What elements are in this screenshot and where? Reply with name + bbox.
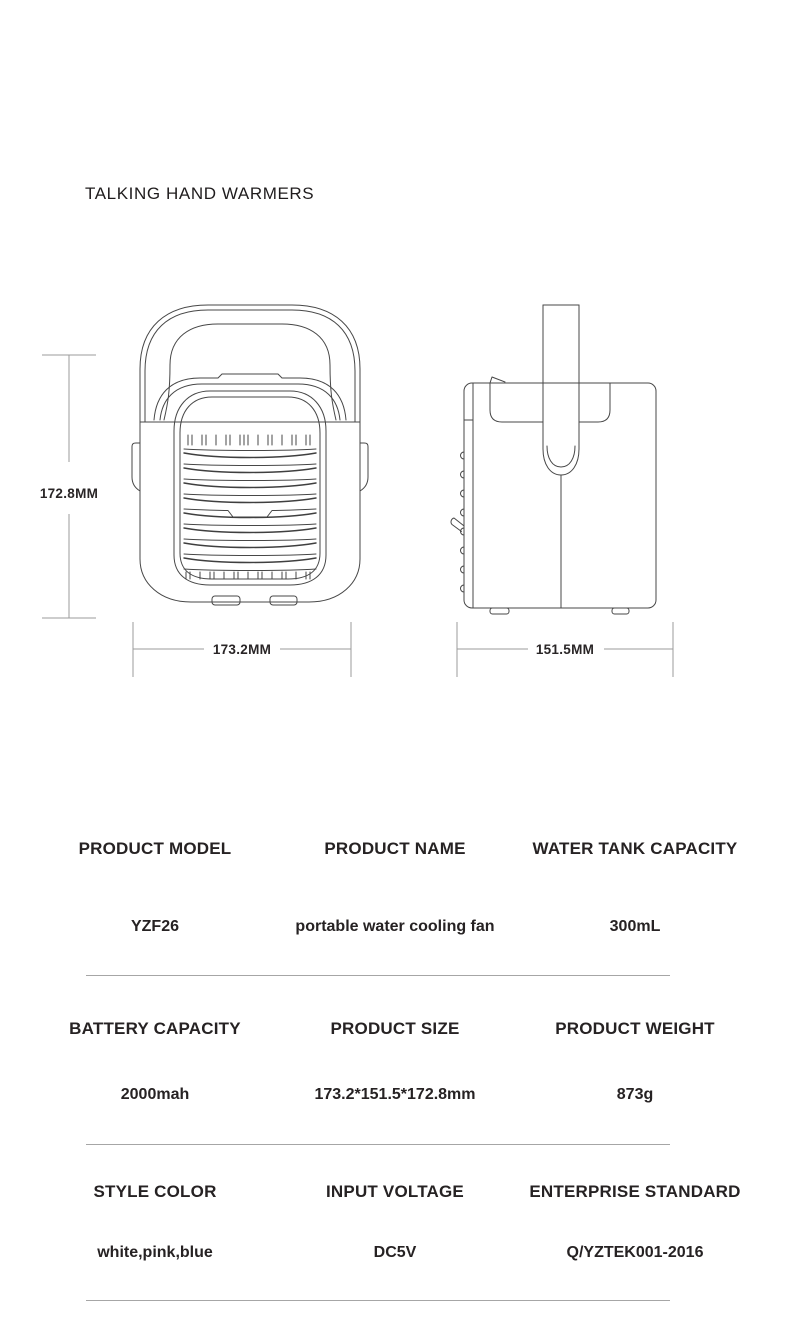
spec-label-water-tank-capacity: WATER TANK CAPACITY — [532, 839, 738, 858]
depth-dimension-label: 151.5MM — [535, 642, 595, 657]
page-title: TALKING HAND WARMERS — [85, 184, 315, 203]
width-dimension — [133, 622, 351, 677]
spec-label-battery-capacity: BATTERY CAPACITY — [69, 1019, 241, 1038]
spec-row-values — [40, 917, 750, 937]
spec-label-enterprise-standard: ENTERPRISE STANDARD — [529, 1182, 741, 1201]
spec-value-product-name: portable water cooling fan — [295, 918, 495, 935]
depth-dimension — [457, 622, 673, 677]
spec-value-enterprise-standard: Q/YZTEK001-2016 — [566, 1244, 704, 1261]
spec-value-product-weight: 873g — [616, 1086, 654, 1103]
spec-value-water-tank-capacity: 300mL — [609, 918, 661, 935]
spec-value-style-color: white,pink,blue — [97, 1244, 213, 1261]
dimension-annotations — [0, 340, 790, 690]
spec-value-input-voltage: DC5V — [373, 1244, 417, 1261]
spec-label-product-weight: PRODUCT WEIGHT — [555, 1019, 715, 1038]
height-dimension-label: 172.8MM — [39, 486, 99, 501]
width-dimension-label: 173.2MM — [212, 642, 272, 657]
spec-row-labels — [40, 1019, 750, 1039]
spec-value-product-model: YZF26 — [130, 918, 179, 935]
spec-label-product-model: PRODUCT MODEL — [78, 839, 232, 858]
spec-value-battery-capacity: 2000mah — [120, 1086, 190, 1103]
spec-label-input-voltage: INPUT VOLTAGE — [326, 1182, 464, 1201]
spec-row-labels — [40, 1182, 750, 1202]
spec-value-product-size: 173.2*151.5*172.8mm — [314, 1086, 476, 1103]
spec-row-labels — [40, 839, 750, 859]
height-dimension — [40, 355, 98, 618]
spec-row-values — [40, 1085, 750, 1105]
row-divider — [86, 975, 670, 976]
spec-label-style-color: STYLE COLOR — [93, 1182, 217, 1201]
spec-label-product-name: PRODUCT NAME — [324, 839, 466, 858]
row-divider — [86, 1144, 670, 1145]
row-divider — [86, 1300, 670, 1301]
spec-row-values — [40, 1243, 750, 1263]
spec-label-product-size: PRODUCT SIZE — [330, 1019, 460, 1038]
